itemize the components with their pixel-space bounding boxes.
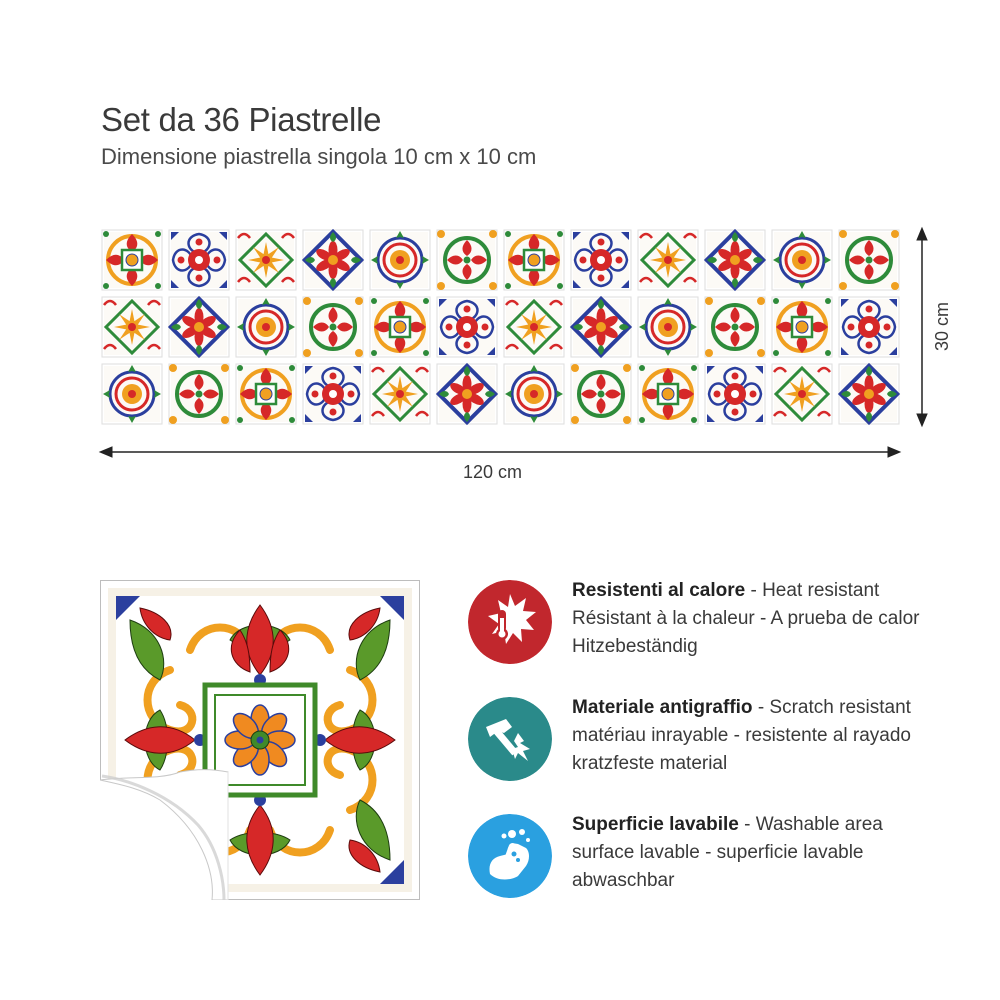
tile	[437, 230, 497, 290]
tile	[638, 230, 698, 290]
tile-grid	[102, 230, 899, 424]
tile	[504, 297, 564, 357]
tile	[236, 364, 296, 424]
feature-subtitle: - Scratch resistant	[752, 697, 911, 718]
tile	[705, 230, 765, 290]
tile	[839, 364, 899, 424]
tile	[504, 230, 564, 290]
feature-title: Materiale antigraffio	[572, 697, 753, 718]
tile	[705, 297, 765, 357]
page-subtitle: Dimensione piastrella singola 10 cm x 10 cm	[101, 144, 537, 169]
tile	[571, 297, 631, 357]
feature-title: Superficie lavabile	[572, 814, 739, 835]
feature-title: Resistenti al calore	[572, 580, 746, 601]
tile	[839, 230, 899, 290]
feature-line: surface lavable - superficie lavable	[572, 842, 864, 863]
tile	[504, 364, 564, 424]
tile	[437, 297, 497, 357]
tile	[638, 364, 698, 424]
feature-line: Hitzebeständig	[572, 636, 698, 657]
tile	[638, 297, 698, 357]
feature-subtitle: - Washable area	[738, 814, 883, 835]
tile	[303, 364, 363, 424]
tile	[370, 297, 430, 357]
tile	[303, 230, 363, 290]
width-dimension-arrow	[100, 447, 900, 457]
tile	[236, 230, 296, 290]
sample-tile-closeup	[100, 580, 420, 900]
feature-line: matériau inrayable - resistente al rayado	[572, 725, 912, 746]
height-dimension-arrow	[917, 228, 927, 426]
heat-resistant-icon	[468, 580, 552, 664]
tile	[839, 297, 899, 357]
width-label: 120 cm	[463, 462, 523, 482]
scratch-resistant-icon	[468, 697, 552, 781]
tile	[236, 297, 296, 357]
tile	[303, 297, 363, 357]
tile	[772, 230, 832, 290]
page-title: Set da 36 Piastrelle	[101, 101, 382, 138]
tile	[705, 364, 765, 424]
tile	[169, 230, 229, 290]
height-label: 30 cm	[932, 301, 953, 352]
feature-line: abwaschbar	[572, 870, 675, 891]
tile	[102, 364, 162, 424]
tile	[571, 364, 631, 424]
feature-subtitle: - Heat resistant	[745, 580, 880, 601]
tile	[102, 297, 162, 357]
tile	[370, 364, 430, 424]
tile	[169, 297, 229, 357]
tile	[437, 364, 497, 424]
peeling-corner	[100, 770, 228, 900]
tile	[169, 364, 229, 424]
tile	[772, 364, 832, 424]
tile	[571, 230, 631, 290]
feature-line: Résistant à la chaleur - A prueba de calor	[572, 608, 920, 629]
washable-icon	[468, 814, 552, 898]
tile	[370, 230, 430, 290]
feature-line: kratzfeste material	[572, 753, 728, 774]
tile	[772, 297, 832, 357]
tile	[102, 230, 162, 290]
